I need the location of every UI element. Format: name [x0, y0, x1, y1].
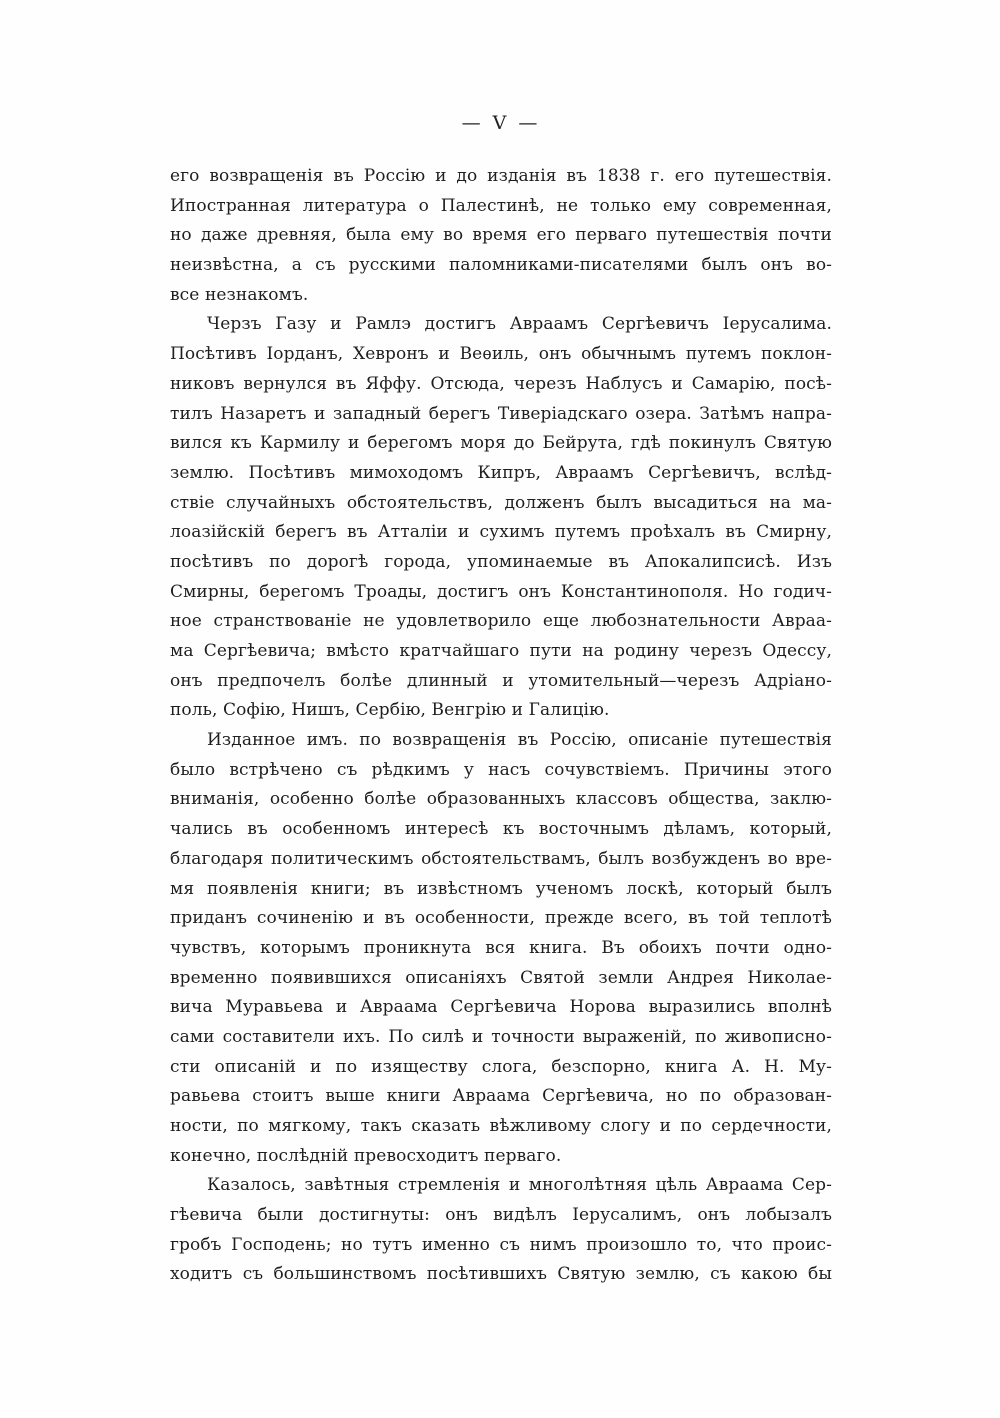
text-line: посѣтивъ по дорогѣ города, упоминаемые въ Апокалипсисѣ. Изъ [170, 551, 832, 572]
text-line: Казалось, завѣтныя стремленія и многолѣтняя цѣль Авраама Сер- [207, 1175, 832, 1196]
text-line: неизвѣстна, а съ русскими паломниками-писателями былъ онъ во- [170, 255, 832, 276]
text-line: его возвращенія въ Россію и до изданія въ 1838 г. его путешествія. [170, 166, 832, 186]
text-line: ходитъ съ большинствомъ посѣтившихъ Святую землю, съ какою бы [170, 1264, 832, 1285]
text-line: гѣевича были достигнуты: онъ видѣлъ Іерусалимъ, онъ лобызалъ [170, 1205, 832, 1226]
text-line: вился къ Кармилу и берегомъ моря до Бейрута, гдѣ покинулъ Святую [170, 433, 832, 454]
text-line: все незнакомъ. [170, 284, 309, 305]
text-line: вниманія, особенно болѣе образованныхъ классовъ общества, заклю- [170, 789, 832, 810]
text-line: конечно, послѣдній превосходитъ перваго. [170, 1145, 562, 1166]
text-line: временно появившихся описаніяхъ Святой земли Андрея Николае- [170, 967, 832, 988]
paragraph [170, 1171, 832, 1290]
text-line: Ипостранная литература о Палестинѣ, не только ему современная, [170, 195, 832, 216]
text-line: тилъ Назаретъ и западный берегъ Тиверіадскаго озера. Затѣмъ напра- [170, 403, 832, 424]
text-line: чались въ особенномъ интересѣ къ восточнымъ дѣламъ, который, [170, 819, 832, 840]
text-line: равьева стоитъ выше книги Авраама Сергѣевича, но по образован- [170, 1086, 832, 1107]
text-line: ма Сергѣевича; вмѣсто кратчайшаго пути на родину черезъ Одессу, [170, 641, 832, 661]
text-line: вича Муравьева и Авраама Сергѣевича Норова выразились вполнѣ [170, 997, 832, 1018]
text-line: было встрѣчено съ рѣдкимъ у насъ сочувствіемъ. Причины этого [170, 759, 832, 780]
text-line: приданъ сочиненію и въ особенности, прежде всего, въ той теплотѣ [170, 908, 832, 929]
text-line: поль, Софію, Нишъ, Сербію, Венгрію и Галицію. [170, 700, 610, 721]
text-line: землю. Посѣтивъ мимоходомъ Кипръ, Авраамъ Сергѣевичъ, вслѣд- [170, 462, 832, 483]
text-line: но даже древняя, была ему во время его перваго путешествія почти [170, 225, 832, 246]
text-line: лоазійскій берегъ въ Атталіи и сухимъ путемъ проѣхалъ въ Смирну, [170, 522, 832, 543]
text-line: Изданное имъ. по возвращенія въ Россію, описаніе путешествія [207, 730, 832, 751]
text-line: ности, по мягкому, такъ сказать вѣжливому слогу и по сердечности, [170, 1116, 832, 1136]
text-line: чувствъ, которымъ проникнута вся книга. Въ обоихъ почти одно- [170, 937, 832, 958]
paragraph [170, 162, 832, 310]
page-number: — V — [461, 112, 541, 134]
text-line: Смирны, берегомъ Троады, достигъ онъ Константинополя. Но годич- [170, 581, 832, 602]
text-line: ствіе случайныхъ обстоятельствъ, долженъ былъ высадиться на ма- [170, 492, 832, 513]
paragraph [170, 726, 832, 1171]
text-line: онъ предпочелъ болѣе длинный и утомительный—черезъ Адріано- [170, 670, 832, 691]
text-line: сами составители ихъ. По силѣ и точности выраженій, по живописно- [170, 1026, 832, 1047]
paragraph [170, 310, 832, 726]
text-line: благодаря политическимъ обстоятельствамъ, былъ возбужденъ во вре- [170, 848, 832, 869]
text-block [170, 162, 832, 1290]
text-line: гробъ Господень; но тутъ именно съ нимъ произошло то, что проис- [170, 1234, 832, 1255]
text-line: мя появленія книги; въ извѣстномъ ученомъ лоскѣ, который былъ [170, 878, 832, 899]
text-line: Черзъ Газу и Рамлэ достигъ Авраамъ Сергѣевичъ Іерусалима. [207, 314, 832, 335]
text-line: Посѣтивъ Іорданъ, Хевронъ и Веѳиль, онъ обычнымъ путемъ поклон- [170, 344, 832, 365]
text-line: никовъ вернулся въ Яффу. Отсюда, черезъ Наблусъ и Самарію, посѣ- [170, 373, 832, 394]
text-line: сти описаній и по изяществу слога, безспорно, книга А. Н. Му- [170, 1056, 832, 1077]
text-line: ное странствованіе не удовлетворило еще любознательности Авраа- [170, 611, 832, 632]
